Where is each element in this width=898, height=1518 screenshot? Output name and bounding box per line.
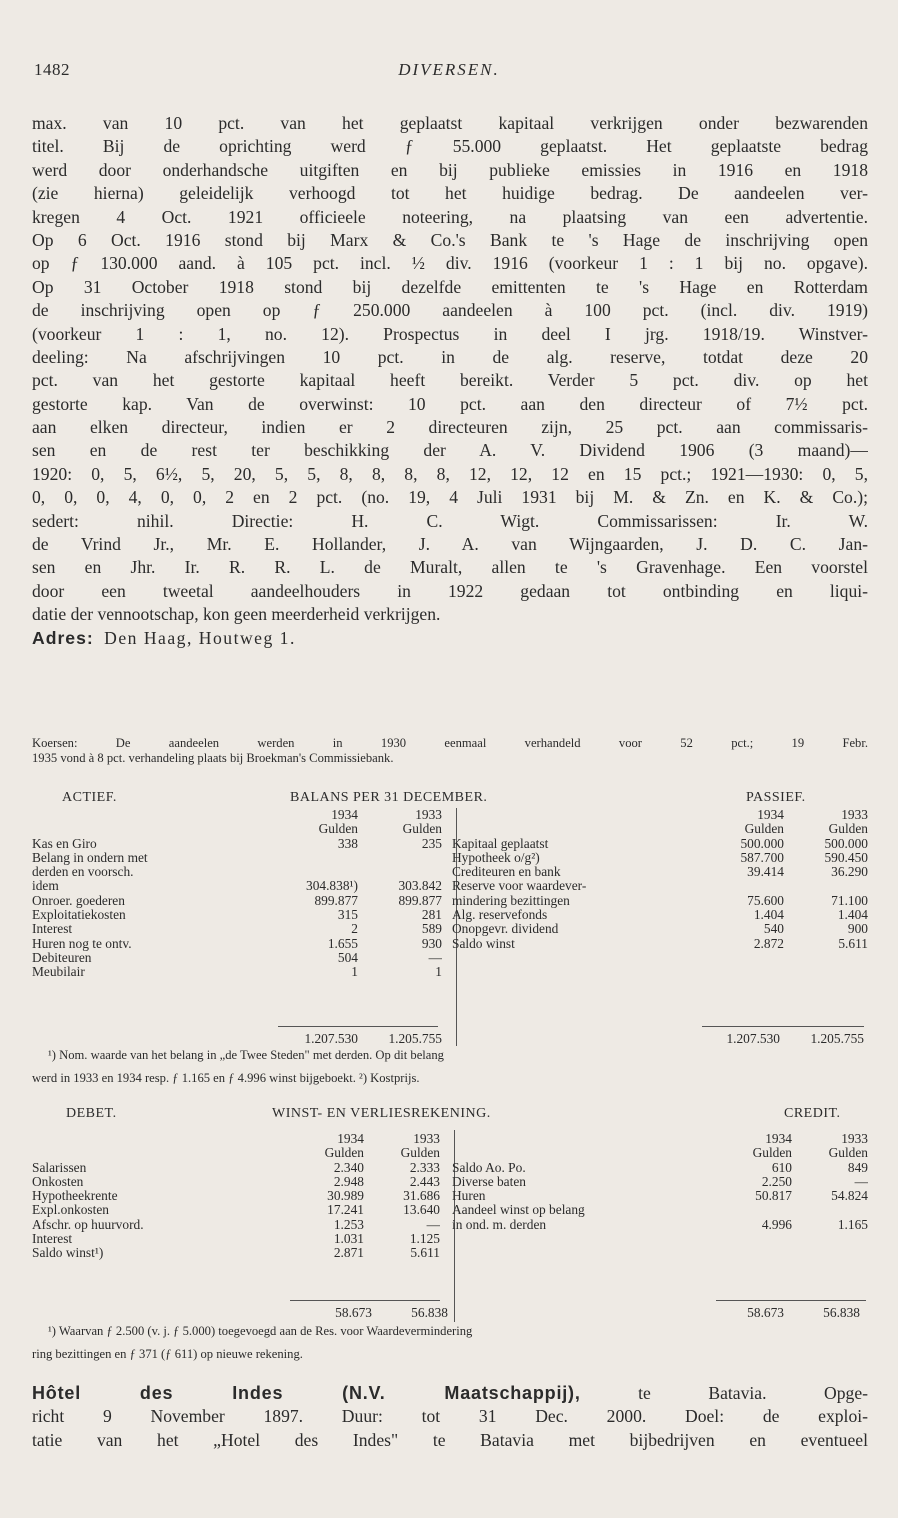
koersen-line: 1935 vond à 8 pct. verhandeling plaats bij Broekman's Commissiebank. xyxy=(32,751,394,765)
year-1933: 1933 xyxy=(841,808,868,822)
koersen-note xyxy=(32,736,868,766)
balans-footnote xyxy=(32,1048,868,1095)
debet-total-1933: 56.838 xyxy=(411,1305,448,1320)
table-row xyxy=(32,851,442,865)
page-number: 1482 xyxy=(34,60,70,79)
year-1934: 1934 xyxy=(765,1132,792,1146)
row-label: Meubilair xyxy=(32,965,85,980)
value-1933: 13.640 xyxy=(403,1203,440,1218)
row-label: Huren nog te ontv. xyxy=(32,936,132,951)
row-label: Crediteuren en bank xyxy=(452,865,561,880)
unit-label: Gulden xyxy=(744,822,784,837)
value-1933: 5.611 xyxy=(838,936,868,951)
row-label: Saldo winst¹) xyxy=(32,1246,104,1261)
table-row xyxy=(32,1203,440,1217)
unit-label: Gulden xyxy=(318,822,358,837)
winst-headings xyxy=(32,1106,868,1124)
debet-total-rule xyxy=(290,1300,440,1301)
value-1934: 610 xyxy=(771,1160,792,1175)
table-row xyxy=(452,894,868,908)
row-label: in ond. m. derden xyxy=(452,1217,547,1232)
winst-footnote xyxy=(32,1324,868,1371)
footnote-line: ¹) Waarvan ƒ 2.500 (v. j. ƒ 5.000) toegevoegd aan de Res. voor Waardevermindering xyxy=(48,1324,473,1338)
table-row xyxy=(32,1175,440,1189)
text-line: 0, 0, 0, 4, 0, 0, 2 en 2 pct. (no. 19, 4 Juli 1931 bij M. & Zn. en K. & Co.); xyxy=(32,487,868,508)
value-1934 xyxy=(272,865,358,879)
row-label: Kas en Giro xyxy=(32,836,97,851)
hotel-name: Hôtel des Indes (N.V. Maatschappij), xyxy=(32,1383,581,1403)
value-1933: 900 xyxy=(847,922,868,937)
value-1934: 899.877 xyxy=(314,893,358,908)
passief-total-1934: 1.207.530 xyxy=(726,1031,780,1046)
actief-heading: ACTIEF. xyxy=(62,790,117,805)
value-1933: 1 xyxy=(435,965,442,980)
credit-heading: CREDIT. xyxy=(784,1106,841,1121)
page-header xyxy=(32,60,866,86)
row-label: Interest xyxy=(32,922,73,937)
table-row xyxy=(32,908,442,922)
koersen-line: Koersen: De aandeelen werden in 1930 eenmaal verhandeld voor 52 pct.; 19 Febr. xyxy=(32,736,868,750)
table-row xyxy=(32,1189,440,1203)
table-row xyxy=(452,937,868,951)
value-1934: 2.948 xyxy=(333,1174,364,1189)
value-1933: 71.100 xyxy=(831,893,868,908)
row-label: Saldo Ao. Po. xyxy=(452,1160,526,1175)
value-1933: 2.443 xyxy=(409,1174,440,1189)
value-1934: 504 xyxy=(337,950,358,965)
balans-title: BALANS PER 31 DECEMBER. xyxy=(290,790,488,805)
balans-headings xyxy=(32,790,868,808)
value-1933: 899.877 xyxy=(398,893,442,908)
text-line: aan elken directeur, indien er 2 directeuren zijn, 25 pct. aan commissaris- xyxy=(32,417,868,438)
row-label: Kapitaal geplaatst xyxy=(452,836,549,851)
text-line: 1920: 0, 5, 6½, 5, 20, 5, 5, 8, 8, 8, 8, 12, 12, 12 en 15 pct.; 1921—1930: 0, 5, xyxy=(32,463,868,484)
table-row xyxy=(32,937,442,951)
value-1934: 587.700 xyxy=(740,850,784,865)
value-1934: 304.838¹) xyxy=(306,879,358,894)
actief-total-1934: 1.207.530 xyxy=(304,1031,358,1046)
value-1933: 589 xyxy=(421,922,442,937)
value-1934: 338 xyxy=(337,836,358,851)
row-label: Debiteuren xyxy=(32,950,92,965)
table-row xyxy=(452,865,868,879)
passief-total-rule xyxy=(702,1026,864,1027)
credit-total-1933: 56.838 xyxy=(823,1305,860,1320)
value-1933: 31.686 xyxy=(403,1189,440,1204)
value-1933: 500.000 xyxy=(824,836,868,851)
table-row xyxy=(32,1218,440,1232)
table-row xyxy=(32,922,442,936)
passief-total-1933: 1.205.755 xyxy=(810,1031,864,1046)
value-1933: 5.611 xyxy=(410,1246,440,1261)
value-1933: 849 xyxy=(847,1160,868,1175)
value-1934 xyxy=(272,851,358,865)
value-1934: 1 xyxy=(351,965,358,980)
main-text xyxy=(32,112,868,650)
table-row xyxy=(32,879,442,893)
text-line: de inschrijving open op ƒ 250.000 aandeelen à 100 pct. (incl. div. 1919) xyxy=(32,300,868,321)
row-label: Alg. reservefonds xyxy=(452,908,548,923)
value-1933: 54.824 xyxy=(831,1189,868,1204)
text-line: datie der vennootschap, kon geen meerderheid verkrijgen. xyxy=(32,604,441,625)
table-row xyxy=(452,922,868,936)
row-label: Hypotheek o/g²) xyxy=(452,850,540,865)
value-1933: 930 xyxy=(421,936,442,951)
row-label: Onkosten xyxy=(32,1174,84,1189)
value-1934: 2.340 xyxy=(333,1160,364,1175)
text-line: sen en Jhr. Ir. R. R. L. de Muralt, allen te 's Gravenhage. Een voorstel xyxy=(32,557,868,578)
table-row xyxy=(452,1175,868,1189)
row-label: Expl.onkosten xyxy=(32,1203,109,1218)
hotel-entry xyxy=(32,1382,868,1452)
text-line: (zie hierna) geleidelijk verhoogd tot het huidige bedrag. De aandeelen ver- xyxy=(32,183,868,204)
unit-label: Gulden xyxy=(400,1146,440,1161)
row-label: Reserve voor waardever- xyxy=(452,879,587,894)
value-1933: 303.842 xyxy=(398,879,442,894)
value-1934: 2.872 xyxy=(753,936,784,951)
text-line: Op 31 October 1918 stond bij dezelfde emittenten te 's Hage en Rotterdam xyxy=(32,276,868,297)
value-1933: 2.333 xyxy=(409,1160,440,1175)
value-1934: 1.031 xyxy=(333,1232,364,1247)
value-1933 xyxy=(358,851,442,865)
value-1934: 30.989 xyxy=(327,1189,364,1204)
unit-label: Gulden xyxy=(402,822,442,837)
value-1933: — xyxy=(428,950,442,965)
value-1934: 2.871 xyxy=(333,1246,364,1261)
value-1933: 1.125 xyxy=(409,1232,440,1247)
credit-table xyxy=(452,1132,868,1232)
footnote-line: werd in 1933 en 1934 resp. ƒ 1.165 en ƒ 4.996 winst bijgeboekt. ²) Kostprijs. xyxy=(32,1071,420,1086)
row-label: Huren xyxy=(452,1189,486,1204)
value-1934: 75.600 xyxy=(747,893,784,908)
table-row xyxy=(32,1246,440,1260)
value-1933: — xyxy=(426,1217,440,1232)
table-row xyxy=(452,908,868,922)
text-line: sedert: nihil. Directie: H. C. Wigt. Commissarissen: Ir. W. xyxy=(32,510,868,531)
year-1933: 1933 xyxy=(841,1132,868,1146)
row-label: Belang in ondern met xyxy=(32,850,148,865)
text-line: Op 6 Oct. 1916 stond bij Marx & Co.'s Bank te 's Hage de inschrijving open xyxy=(32,229,868,250)
winst-title: WINST- EN VERLIESREKENING. xyxy=(272,1106,491,1121)
value-1933: 235 xyxy=(421,836,442,851)
value-1933: 281 xyxy=(421,908,442,923)
value-1933 xyxy=(784,879,868,893)
debet-table xyxy=(32,1132,440,1261)
row-label: Exploitatiekosten xyxy=(32,908,126,923)
running-title: DIVERSEN. xyxy=(398,60,500,79)
year-1934: 1934 xyxy=(337,1132,364,1146)
text-line: (voorkeur 1 : 1, no. 12). Prospectus in deel I jrg. 1918/19. Winstver- xyxy=(32,323,868,344)
footnote-line: ring bezittingen en ƒ 371 (ƒ 611) op nieuwe rekening. xyxy=(32,1347,303,1362)
row-label: Salarissen xyxy=(32,1160,87,1175)
hotel-line: richt 9 November 1897. Duur: tot 31 Dec. 2000. Doel: de exploi- xyxy=(32,1406,868,1427)
unit-label: Gulden xyxy=(324,1146,364,1161)
value-1934: 4.996 xyxy=(761,1217,792,1232)
debet-heading: DEBET. xyxy=(66,1106,117,1121)
table-row xyxy=(452,879,868,893)
value-1934: 50.817 xyxy=(755,1189,792,1204)
row-label: mindering bezittingen xyxy=(452,893,570,908)
credit-total-rule xyxy=(716,1300,866,1301)
actief-table xyxy=(32,808,442,980)
table-row xyxy=(32,865,442,879)
value-1933 xyxy=(792,1203,868,1217)
address-value: Den Haag, Houtweg 1. xyxy=(104,627,296,648)
footnote-line: ¹) Nom. waarde van het belang in „de Twee Steden" met derden. Op dit belang xyxy=(48,1048,444,1062)
value-1933: — xyxy=(854,1174,868,1189)
value-1934: 17.241 xyxy=(327,1203,364,1218)
text-line: de Vrind Jr., Mr. E. Hollander, J. A. van Wijngaarden, J. D. C. Jan- xyxy=(32,534,868,555)
table-row xyxy=(452,1203,868,1217)
value-1933: 590.450 xyxy=(824,850,868,865)
actief-total-rule xyxy=(278,1026,438,1027)
text-line: kregen 4 Oct. 1921 officieele noteering, na plaatsing van een advertentie. xyxy=(32,206,868,227)
table-row xyxy=(452,837,868,851)
value-1934: 540 xyxy=(763,922,784,937)
value-1933: 1.165 xyxy=(837,1217,868,1232)
value-1934: 2.250 xyxy=(761,1174,792,1189)
row-label: Interest xyxy=(32,1232,73,1247)
table-row xyxy=(452,1218,868,1232)
table-row xyxy=(32,894,442,908)
value-1934: 500.000 xyxy=(740,836,784,851)
text-line: titel. Bij de oprichting werd ƒ 55.000 geplaatst. Het geplaatste bedrag xyxy=(32,136,868,157)
value-1934 xyxy=(712,1203,792,1217)
debet-total-1934: 58.673 xyxy=(335,1305,372,1320)
text-line: door een tweetal aandeelhouders in 1922 gedaan tot ontbinding en liqui- xyxy=(32,580,868,601)
text-line: max. van 10 pct. van het geplaatst kapitaal verkrijgen onder bezwarenden xyxy=(32,113,868,133)
table-row xyxy=(32,1161,440,1175)
text-line: pct. van het gestorte kapitaal heeft bereikt. Verder 5 pct. div. op het xyxy=(32,370,868,391)
row-label: Onopgevr. dividend xyxy=(452,922,559,937)
hotel-text: te Batavia. Opge- xyxy=(638,1383,868,1403)
row-label: derden en voorsch. xyxy=(32,865,134,880)
text-line: sen en de rest ter beschikking der A. V. Dividend 1906 (3 maand)— xyxy=(32,440,868,461)
value-1933: 1.404 xyxy=(837,908,868,923)
row-label: Saldo winst xyxy=(452,936,515,951)
table-row xyxy=(452,1189,868,1203)
text-line: op ƒ 130.000 aand. à 105 pct. incl. ½ div. 1916 (voorkeur 1 : 1 bij no. opgave). xyxy=(32,253,868,274)
hotel-line xyxy=(32,1382,868,1405)
address-label: Adres: xyxy=(32,627,94,648)
text-line: werd door onderhandsche uitgiften en bij publieke emissies in 1916 en 1918 xyxy=(32,159,868,180)
year-1934: 1934 xyxy=(757,808,784,822)
unit-label: Gulden xyxy=(828,1146,868,1161)
row-label: idem xyxy=(32,879,59,894)
text-line: deeling: Na afschrijvingen 10 pct. in de alg. reserve, totdat deze 20 xyxy=(32,346,868,367)
table-row xyxy=(32,837,442,851)
table-row xyxy=(452,851,868,865)
row-label: Afschr. op huurvord. xyxy=(32,1217,144,1232)
value-1933 xyxy=(358,865,442,879)
table-row xyxy=(32,965,442,979)
value-1933: 36.290 xyxy=(831,865,868,880)
text-line: gestorte kap. Van de overwinst: 10 pct. aan den directeur of 7½ pct. xyxy=(32,393,868,414)
year-1934: 1934 xyxy=(331,808,358,822)
table-row xyxy=(32,1232,440,1246)
row-label: Aandeel winst op belang xyxy=(452,1203,585,1218)
row-label: Hypotheekrente xyxy=(32,1189,118,1204)
year-1933: 1933 xyxy=(415,808,442,822)
year-1933: 1933 xyxy=(413,1132,440,1146)
unit-label: Gulden xyxy=(752,1146,792,1161)
passief-heading: PASSIEF. xyxy=(746,790,806,805)
unit-label: Gulden xyxy=(828,822,868,837)
value-1934 xyxy=(700,879,784,893)
value-1934: 1.253 xyxy=(333,1217,364,1232)
row-label: Diverse baten xyxy=(452,1174,526,1189)
table-row xyxy=(452,1161,868,1175)
row-label: Onroer. goederen xyxy=(32,893,125,908)
address-line xyxy=(32,627,868,650)
hotel-line: tatie van het „Hotel des Indes" te Batavia met bijbedrijven en eventueel xyxy=(32,1429,868,1450)
table-row xyxy=(32,951,442,965)
value-1934: 2 xyxy=(351,922,358,937)
value-1934: 315 xyxy=(337,908,358,923)
value-1934: 1.655 xyxy=(327,936,358,951)
actief-total-1933: 1.205.755 xyxy=(388,1031,442,1046)
value-1934: 39.414 xyxy=(747,865,784,880)
credit-total-1934: 58.673 xyxy=(747,1305,784,1320)
passief-table xyxy=(452,808,868,951)
value-1934: 1.404 xyxy=(753,908,784,923)
